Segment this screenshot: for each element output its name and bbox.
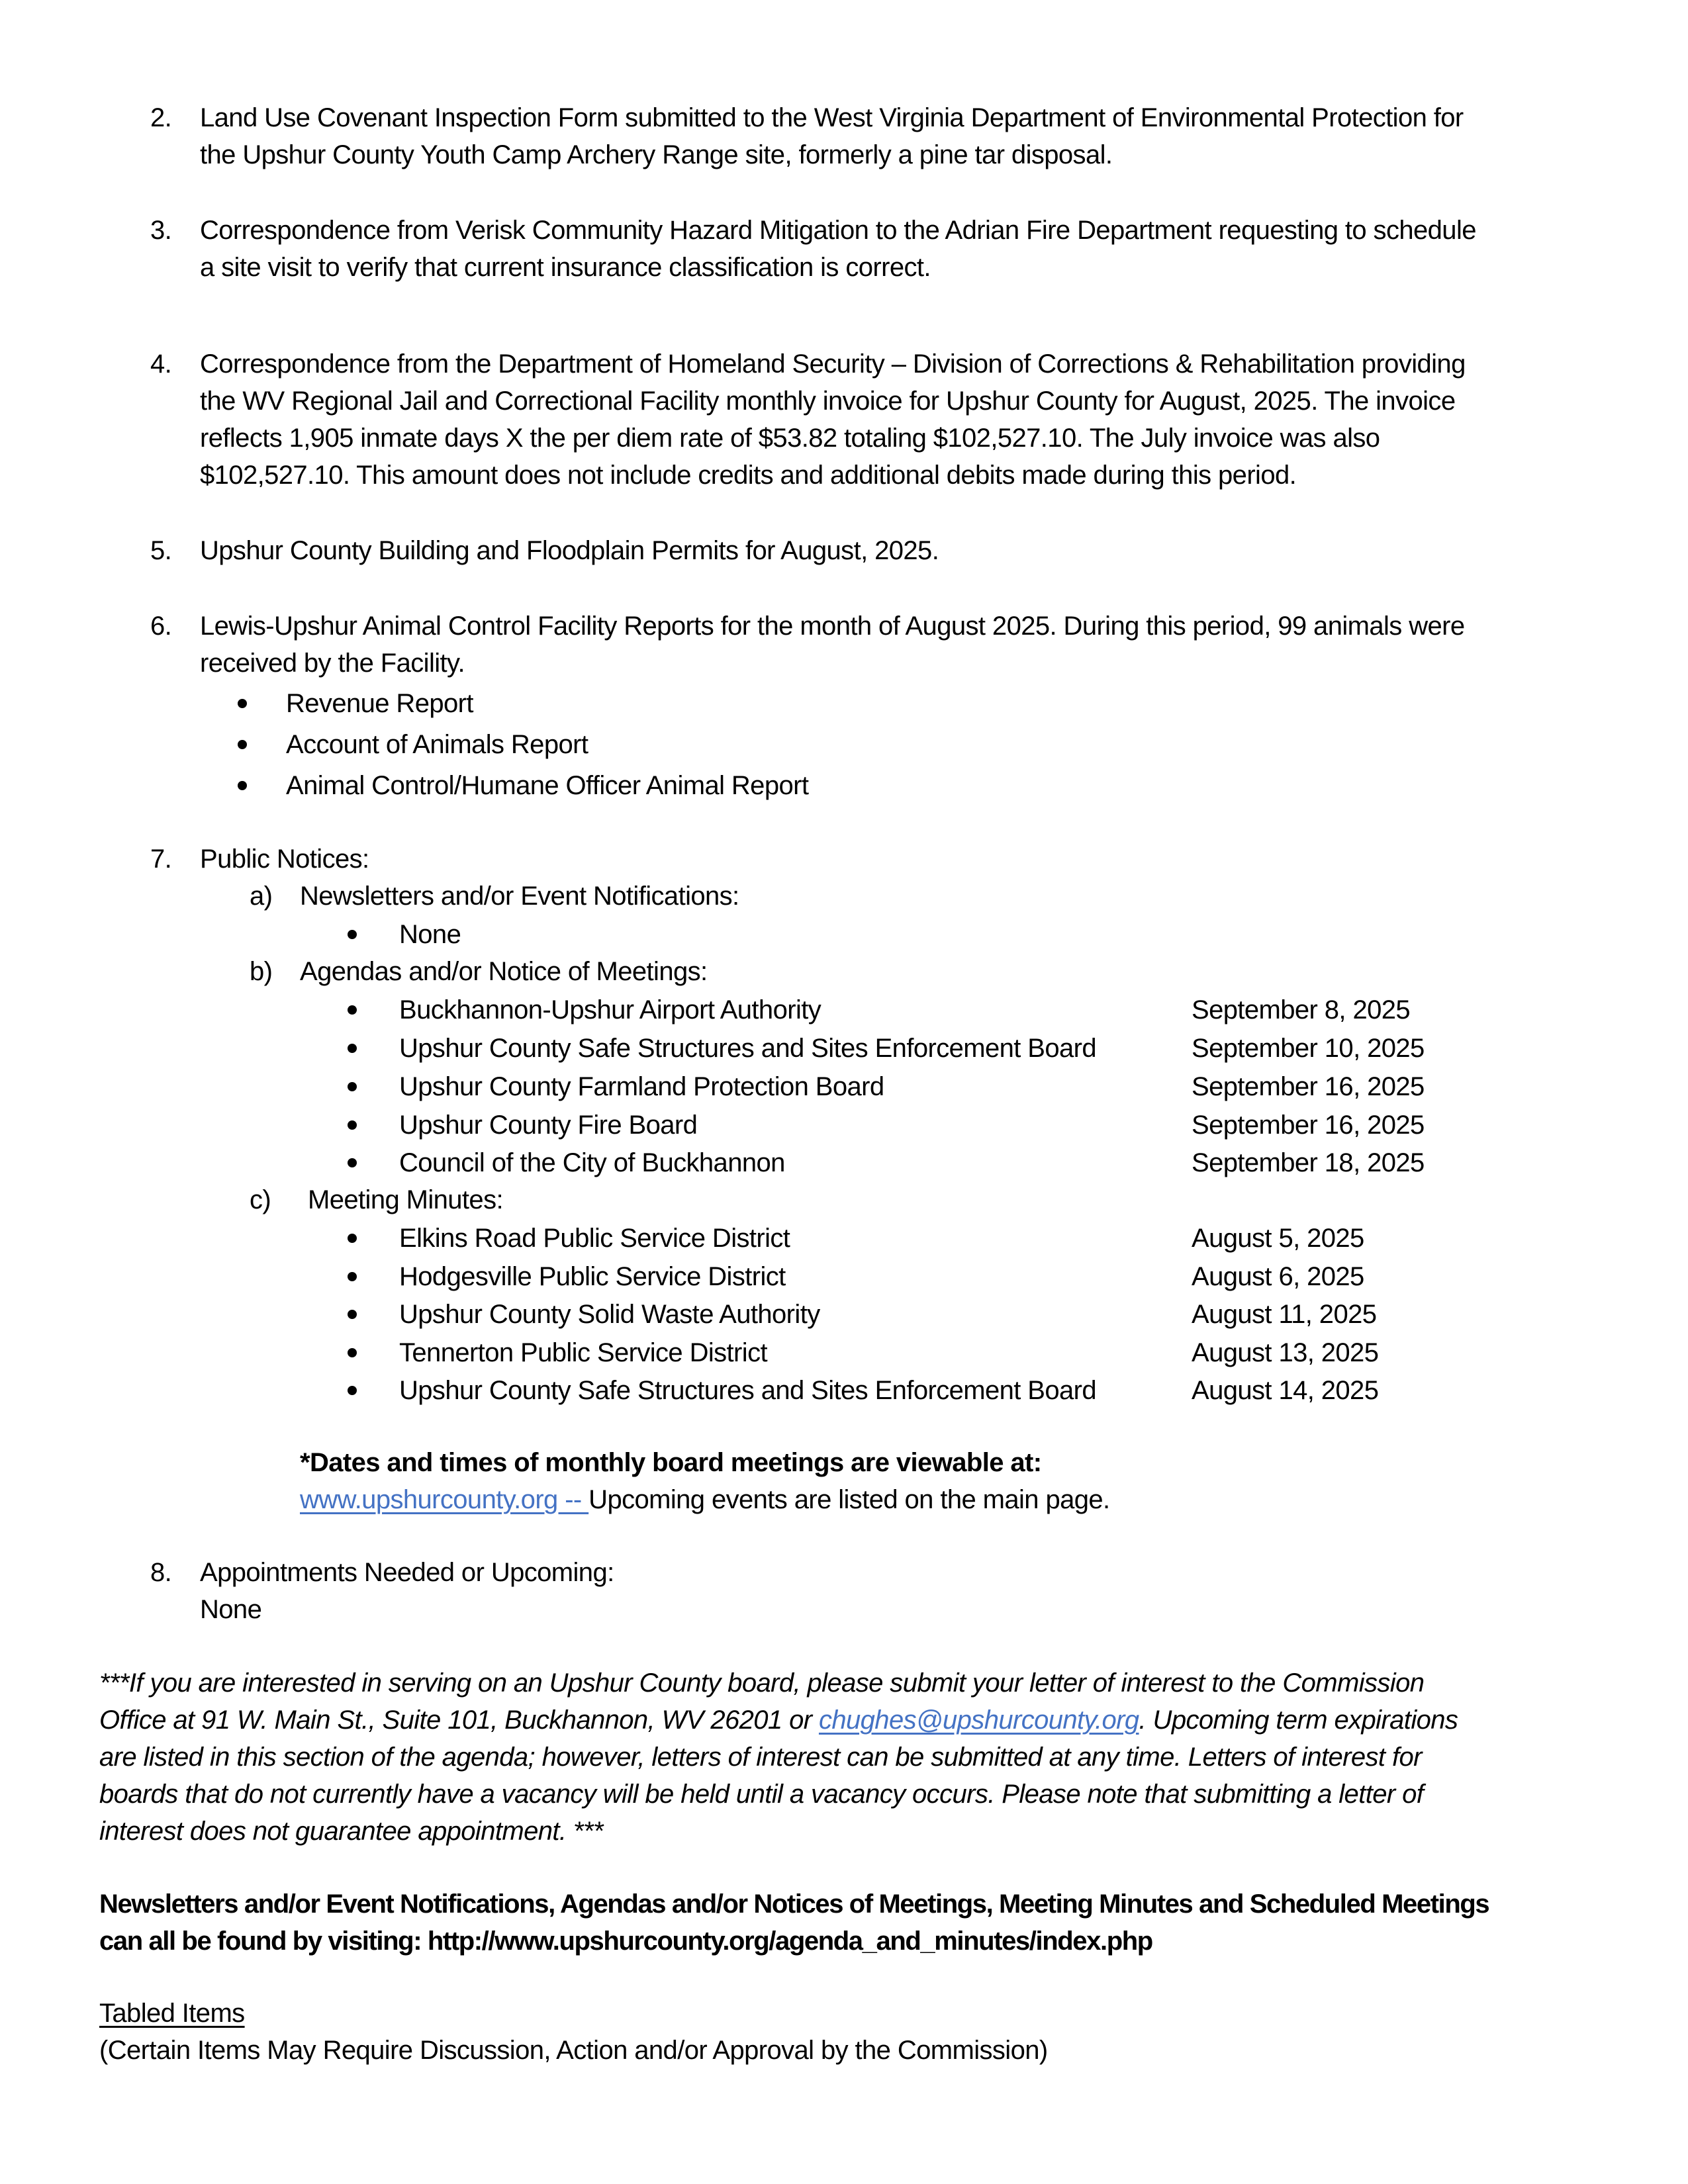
- note-line: interest does not guarantee appointment. ***: [99, 1817, 603, 1846]
- item-text-line: Land Use Covenant Inspection Form submitted to the West Virginia Department of Environmental Protection for: [200, 103, 1464, 132]
- item-text-line: the Upshur County Youth Camp Archery Range site, formerly a pine tar disposal.: [200, 140, 1113, 169]
- report-list-item: Revenue Report: [286, 689, 473, 718]
- item-text-line: a site visit to verify that current insurance classification is correct.: [200, 253, 931, 282]
- minutes-title: Meeting Minutes:: [308, 1185, 503, 1214]
- meeting-date: September 10, 2025: [1192, 1034, 1425, 1063]
- minutes-name: Upshur County Solid Waste Authority: [399, 1300, 820, 1329]
- item-number: 3.: [150, 216, 172, 245]
- meeting-name: Buckhannon-Upshur Airport Authority: [399, 995, 821, 1024]
- note-line: are listed in this section of the agenda; however, letters of interest can be submitted at any time. Letters of interest for: [99, 1743, 1422, 1772]
- tabled-items-heading: Tabled Items: [99, 1999, 245, 2028]
- note-line: boards that do not currently have a vacancy will be held until a vacancy occurs. Please note that submitting a letter of: [99, 1780, 1424, 1809]
- bullet-icon: [238, 740, 247, 749]
- bullet-icon: [238, 699, 247, 708]
- minutes-date: August 6, 2025: [1192, 1262, 1364, 1291]
- item-text-line: received by the Facility.: [200, 649, 465, 678]
- bullet-icon: [348, 930, 357, 939]
- meeting-times-note: *Dates and times of monthly board meetings are viewable at:: [300, 1448, 1042, 1477]
- minutes-name: Upshur County Safe Structures and Sites Enforcement Board: [399, 1376, 1097, 1405]
- bullet-icon: [348, 1044, 357, 1053]
- resources-line: can all be found by visiting: http://www.upshurcounty.org/agenda_and_minutes/index.php: [99, 1927, 1152, 1956]
- bullet-icon: [348, 1005, 357, 1015]
- minutes-date: August 11, 2025: [1192, 1300, 1377, 1329]
- minutes-date: August 14, 2025: [1192, 1376, 1379, 1405]
- item-number: 5.: [150, 536, 172, 565]
- sub-marker: c): [250, 1185, 271, 1214]
- email-link[interactable]: chughes@upshurcounty.org: [818, 1706, 1139, 1735]
- newsletters-title: Newsletters and/or Event Notifications:: [300, 882, 739, 911]
- tabled-items-subheading: (Certain Items May Require Discussion, Action and/or Approval by the Commission): [99, 2036, 1048, 2065]
- item-number: 8.: [150, 1558, 172, 1587]
- minutes-date: August 5, 2025: [1192, 1224, 1364, 1253]
- bullet-icon: [348, 1272, 357, 1281]
- appointments-title: Appointments Needed or Upcoming:: [200, 1558, 614, 1587]
- bullet-icon: [348, 1348, 357, 1357]
- meeting-date: September 18, 2025: [1192, 1148, 1425, 1177]
- bullet-icon: [238, 781, 247, 790]
- item-number: 2.: [150, 103, 172, 132]
- note-line-text: Office at 91 W. Main St., Suite 101, Buckhannon, WV 26201 or: [99, 1706, 819, 1735]
- minutes-name: Elkins Road Public Service District: [399, 1224, 790, 1253]
- item-text-line: Lewis-Upshur Animal Control Facility Reports for the month of August 2025. During this period, 99 animals were: [200, 612, 1465, 641]
- item-number: 7.: [150, 844, 172, 874]
- meeting-name: Upshur County Farmland Protection Board: [399, 1072, 884, 1101]
- item-text-line: Upshur County Building and Floodplain Permits for August, 2025.: [200, 536, 939, 565]
- meeting-name: Council of the City of Buckhannon: [399, 1148, 785, 1177]
- meeting-date: September 16, 2025: [1192, 1072, 1425, 1101]
- meeting-name: Upshur County Safe Structures and Sites Enforcement Board: [399, 1034, 1097, 1063]
- note-line-text: . Upcoming term expirations: [1139, 1706, 1458, 1735]
- appointments-value: None: [200, 1595, 262, 1624]
- meeting-times-link-line: [300, 1481, 1110, 1518]
- resources-line: Newsletters and/or Event Notifications, Agendas and/or Notices of Meetings, Meeting Minutes and Scheduled Meetings: [99, 1889, 1489, 1919]
- public-notices-title: Public Notices:: [200, 844, 369, 874]
- bullet-icon: [348, 1082, 357, 1091]
- item-text-line: the WV Regional Jail and Correctional Facility monthly invoice for Upshur County for August, 2025. The invoice: [200, 387, 1456, 416]
- newsletters-item: None: [399, 920, 461, 949]
- upcoming-events-text: Upcoming events are listed on the main page.: [588, 1485, 1110, 1514]
- item-text-line: Correspondence from Verisk Community Hazard Mitigation to the Adrian Fire Department requesting to schedule: [200, 216, 1476, 245]
- note-line: [99, 1702, 1458, 1739]
- sub-marker: b): [250, 957, 273, 986]
- item-text-line: Correspondence from the Department of Homeland Security – Division of Corrections & Rehabilitation providing: [200, 349, 1466, 379]
- bullet-icon: [348, 1310, 357, 1319]
- upshurcounty-website-link[interactable]: www.upshurcounty.org --: [300, 1485, 589, 1514]
- note-line: ***If you are interested in serving on an Upshur County board, please submit your letter of interest to the Commission: [99, 1668, 1425, 1698]
- bullet-icon: [348, 1158, 357, 1167]
- agendas-title: Agendas and/or Notice of Meetings:: [300, 957, 708, 986]
- meeting-name: Upshur County Fire Board: [399, 1111, 698, 1140]
- item-text-line: reflects 1,905 inmate days X the per diem rate of $53.82 totaling $102,527.10. The July invoice was also: [200, 424, 1380, 453]
- bullet-icon: [348, 1120, 357, 1130]
- minutes-name: Tennerton Public Service District: [399, 1338, 767, 1367]
- minutes-date: August 13, 2025: [1192, 1338, 1379, 1367]
- item-text-line: $102,527.10. This amount does not include credits and additional debits made during this period.: [200, 461, 1297, 490]
- item-number: 6.: [150, 612, 172, 641]
- report-list-item: Animal Control/Humane Officer Animal Report: [286, 771, 809, 800]
- sub-marker: a): [250, 882, 273, 911]
- minutes-name: Hodgesville Public Service District: [399, 1262, 786, 1291]
- item-number: 4.: [150, 349, 172, 379]
- meeting-date: September 16, 2025: [1192, 1111, 1425, 1140]
- meeting-date: September 8, 2025: [1192, 995, 1411, 1024]
- report-list-item: Account of Animals Report: [286, 730, 588, 759]
- bullet-icon: [348, 1386, 357, 1395]
- bullet-icon: [348, 1234, 357, 1243]
